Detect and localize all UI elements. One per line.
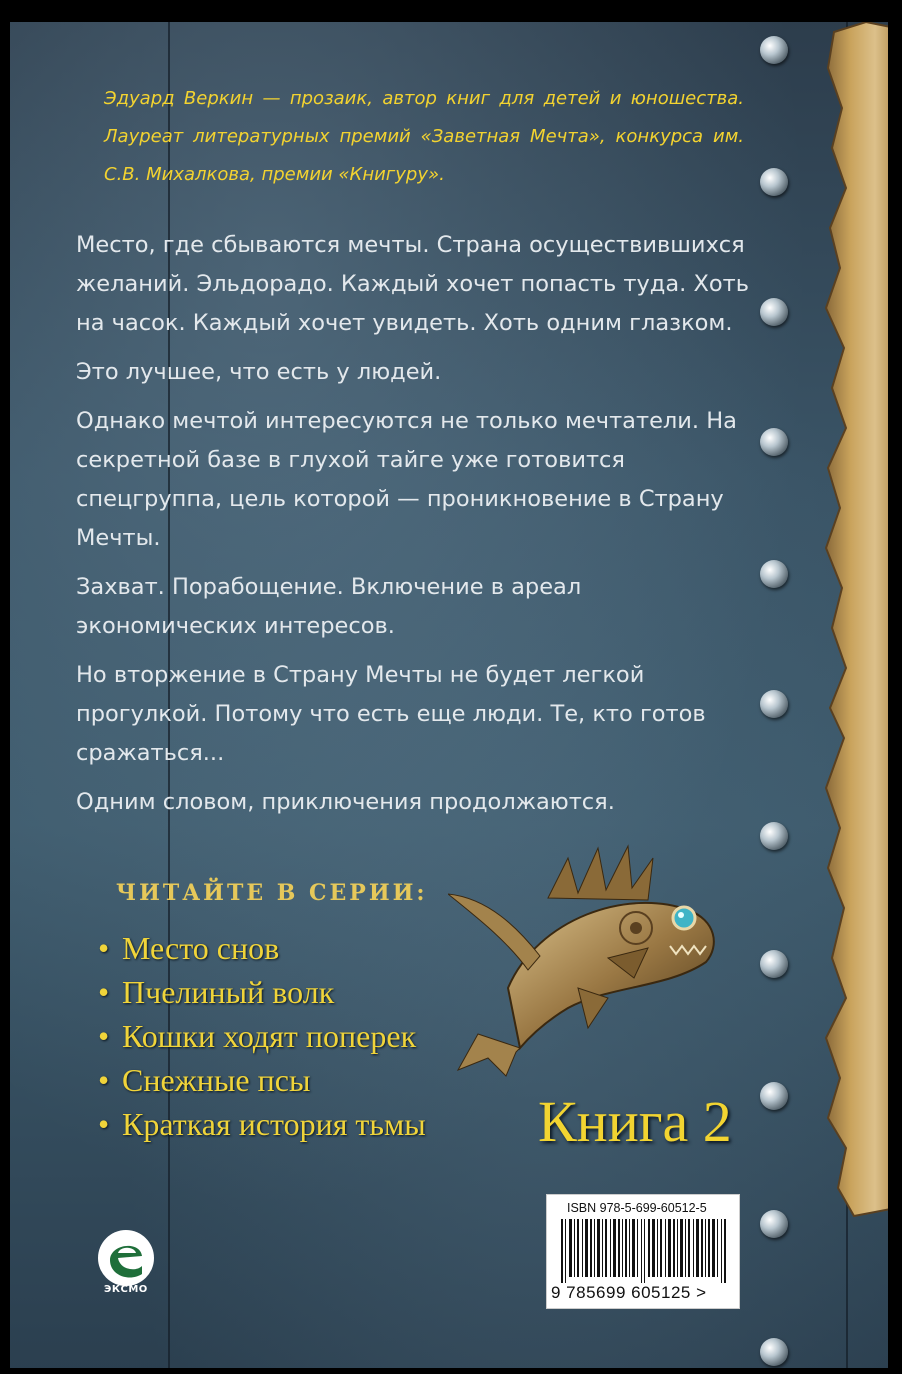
description-paragraph: Но вторжение в Страну Мечты не будет легкой прогулкой. Потому что есть еще люди. Те, кто готов сражаться... <box>76 662 706 766</box>
description-paragraph: Место, где сбываются мечты. Страна осуществившихся желаний. Эльдорадо. Каждый хочет попасть туда. Хоть на часок. Каждый хочет увидеть. Хоть одним глазком. <box>76 232 750 336</box>
frame-right <box>888 0 902 1374</box>
parchment-scroll <box>806 18 896 1218</box>
rivet-icon <box>760 36 788 64</box>
series-title: Кошки ходят поперек <box>122 1018 417 1054</box>
series-item <box>98 970 426 1014</box>
rivet-icon <box>760 168 788 196</box>
rivet-icon <box>760 1210 788 1238</box>
bullet-icon: • <box>98 1106 110 1142</box>
mechanical-fish-icon <box>448 838 728 1078</box>
series-title: Место снов <box>122 930 280 966</box>
isbn-label: ISBN 978-5-699-60512-5 <box>567 1201 707 1215</box>
frame-top <box>0 0 902 22</box>
description-paragraph: Одним словом, приключения продолжаются. <box>76 789 615 815</box>
publisher-name: ЭКСМО <box>104 1284 148 1295</box>
series-item <box>98 926 426 970</box>
book-number: Книга 2 <box>538 1089 732 1154</box>
bullet-icon: • <box>98 1062 110 1098</box>
frame-bottom <box>0 1368 902 1374</box>
book-description <box>76 226 766 832</box>
barcode-digits: 9 785699 605125 > <box>551 1283 707 1302</box>
description-paragraph: Однако мечтой интересуются не только мечтатели. На секретной базе в глухой тайге уже готовится спецгруппа, цель которой — проникновение в Страну Мечты. <box>76 408 737 551</box>
rivet-icon <box>760 1082 788 1110</box>
eksmo-logo-icon <box>96 1228 156 1288</box>
series-title: Пчелиный волк <box>122 974 335 1010</box>
bullet-icon: • <box>98 930 110 966</box>
series-list <box>98 926 426 1146</box>
rivet-icon <box>760 950 788 978</box>
author-bio: Эдуард Веркин — прозаик, автор книг для детей и юношества. Лауреат литературных премий «Заветная Мечта», конкурса им. С.В. Михалкова, премии «Книгуру». <box>104 88 744 185</box>
series-title: Снежные псы <box>122 1062 311 1098</box>
rivet-icon <box>760 1338 788 1366</box>
series-heading: ЧИТАЙТЕ В СЕРИИ: <box>116 880 428 906</box>
bullet-icon: • <box>98 974 110 1010</box>
series-item <box>98 1014 426 1058</box>
bullet-icon: • <box>98 1018 110 1054</box>
description-paragraph: Захват. Порабощение. Включение в ареал экономических интересов. <box>76 574 582 639</box>
barcode-bars <box>561 1219 727 1283</box>
description-paragraph: Это лучшее, что есть у людей. <box>76 359 442 385</box>
frame-left <box>0 0 10 1374</box>
barcode <box>546 1194 740 1309</box>
series-item <box>98 1058 426 1102</box>
series-title: Краткая история тьмы <box>122 1106 426 1142</box>
series-item <box>98 1102 426 1146</box>
